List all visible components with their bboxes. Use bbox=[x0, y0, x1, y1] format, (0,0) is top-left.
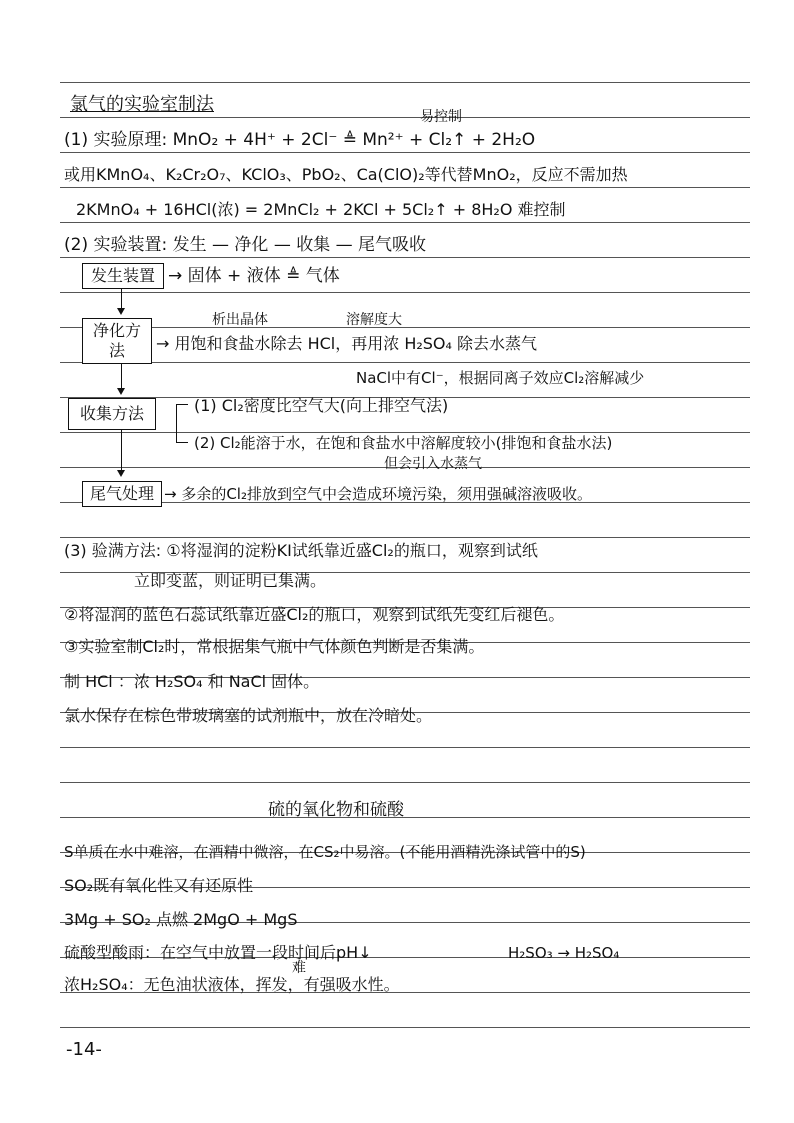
arrow-line-2 bbox=[121, 363, 122, 391]
line-kmno4-equation: 2KMnO₄ + 16HCl(浓) = 2MnCl₂ + 2KCl + 5Cl₂↑ + 8H₂O 难控制 bbox=[76, 200, 566, 219]
brace-line bbox=[176, 404, 177, 442]
line-sulfur-4-right: H₂SO₃ → H₂SO₄ bbox=[508, 944, 620, 962]
page-number: -14- bbox=[66, 1039, 102, 1060]
generation-text: → 固体 + 液体 ≜ 气体 bbox=[168, 266, 340, 286]
note-solubility: 溶解度大 bbox=[346, 312, 402, 328]
line-sulfur-5: 浓H₂SO₄：无色油状液体，挥发，有强吸水性。 bbox=[64, 975, 400, 994]
arrow-head-3 bbox=[117, 470, 125, 477]
line-principle: (1) 实验原理: MnO₂ + 4H⁺ + 2Cl⁻ ≜ Mn²⁺ + Cl₂↑ + 2H₂O bbox=[64, 130, 536, 150]
arrow-line-1 bbox=[121, 288, 122, 310]
brace-bottom bbox=[176, 442, 188, 443]
line-sulfur-4: 硫酸型酸雨：在空气中放置一段时间后pH↓ bbox=[64, 943, 372, 962]
purification-text: → 用饱和食盐水除去 HCl，再用浓 H₂SO₄ 除去水蒸气 bbox=[156, 334, 538, 353]
note-easy-control: 易控制 bbox=[420, 109, 462, 125]
purification-note: NaCl中有Cl⁻，根据同离子效应Cl₂溶解减少 bbox=[356, 369, 645, 387]
brace-top bbox=[176, 404, 188, 405]
arrow-line-3 bbox=[121, 429, 122, 473]
arrow-head-2 bbox=[117, 388, 125, 395]
box-collection: 收集方法 bbox=[68, 398, 156, 430]
box-tail-gas: 尾气处理 bbox=[82, 481, 162, 507]
line-sulfur-2: SO₂既有氧化性又有还原性 bbox=[64, 876, 254, 895]
line-sulfur-1: S单质在水中难溶，在酒精中微溶，在CS₂中易溶。(不能用酒精洗涤试管中的S) bbox=[64, 843, 586, 861]
note-difficult: 难 bbox=[292, 960, 306, 976]
collection-note: 但会引入水蒸气 bbox=[384, 456, 482, 472]
section-title-sulfur: 硫的氧化物和硫酸 bbox=[268, 800, 404, 820]
line-chlorine-water: 氯水保存在棕色带玻璃塞的试剂瓶中，放在冷暗处。 bbox=[64, 706, 433, 725]
line-verify-1b: 立即变蓝，则证明已集满。 bbox=[134, 571, 327, 590]
box-purification: 净化方法 bbox=[82, 318, 152, 364]
collection-method-1: (1) Cl₂密度比空气大(向上排空气法) bbox=[194, 396, 449, 415]
box-generation: 发生装置 bbox=[82, 263, 164, 289]
line-verify-2: ②将湿润的蓝色石蕊试纸靠近盛Cl₂的瓶口，观察到试纸先变红后褪色。 bbox=[64, 605, 565, 624]
line-apparatus: (2) 实验装置: 发生 — 净化 — 收集 — 尾气吸收 bbox=[64, 235, 427, 255]
line-verify-3: ③实验室制Cl₂时，常根据集气瓶中气体颜色判断是否集满。 bbox=[64, 637, 485, 656]
line-verify-1: (3) 验满方法: ①将湿润的淀粉KI试纸靠近盛Cl₂的瓶口，观察到试纸 bbox=[64, 541, 538, 560]
line-sulfur-3: 3Mg + SO₂ 点燃 2MgO + MgS bbox=[64, 910, 298, 929]
tail-gas-text: → 多余的Cl₂排放到空气中会造成环境污染，须用强碱溶液吸收。 bbox=[164, 485, 592, 503]
line-alternatives: 或用KMnO₄、K₂Cr₂O₇、KClO₃、PbO₂、Ca(ClO)₂等代替MnO₂，反应不需加热 bbox=[64, 165, 628, 184]
collection-method-2: (2) Cl₂能溶于水，在饱和食盐水中溶解度较小(排饱和食盐水法) bbox=[194, 434, 613, 452]
note-crystal: 析出晶体 bbox=[212, 312, 268, 328]
line-hcl-prep: 制 HCl ：浓 H₂SO₄ 和 NaCl 固体。 bbox=[64, 672, 320, 691]
arrow-head-1 bbox=[117, 308, 125, 315]
page-title: 氯气的实验室制法 bbox=[70, 94, 214, 115]
